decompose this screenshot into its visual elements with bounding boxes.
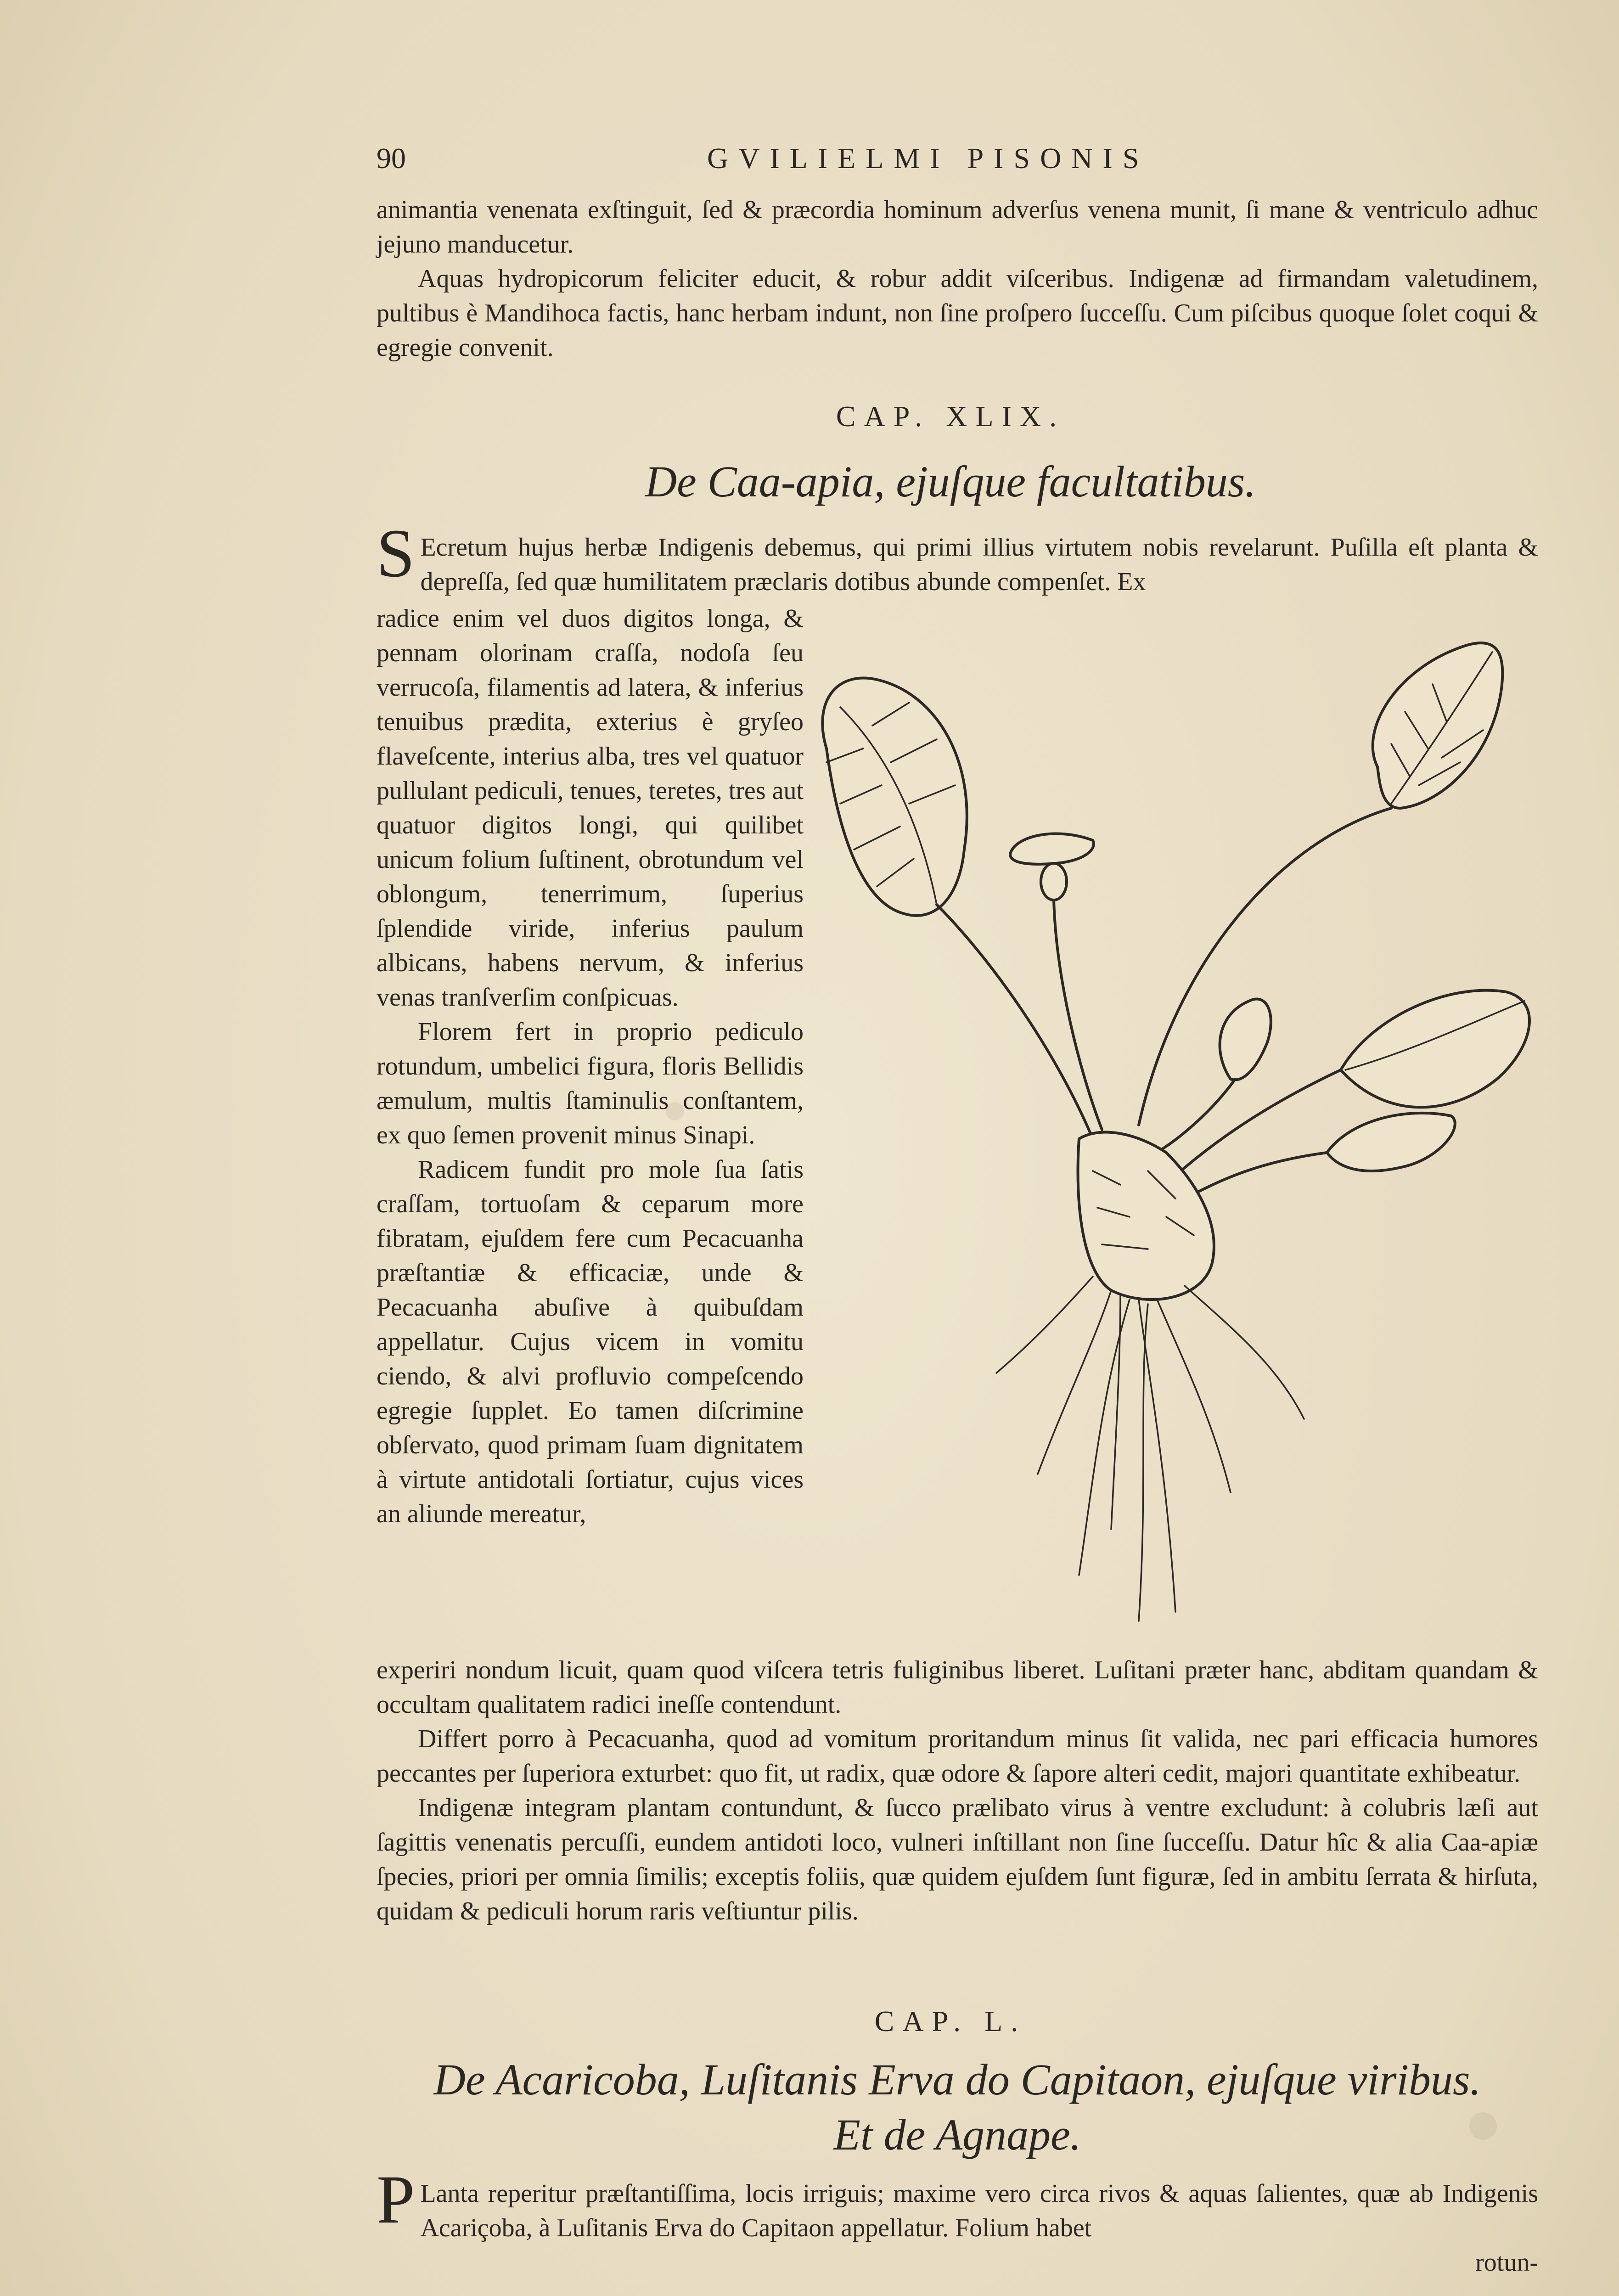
chapter-label: CAP. L. [874, 2005, 1027, 2037]
leaf-small-right [1327, 1113, 1455, 1171]
paragraph: Differt porro à Pecacuanha, quod ad vomitum proritandum minus ſit valida, nec pari efficacia humores peccantes per ſuperiora exturbet: quo fit, ut radix, quæ odore & ſapore alteri cedit, majori quantitate exhibeatur. [377, 1725, 1538, 1788]
flower-bulb [1041, 863, 1067, 900]
flower-umbel [1010, 834, 1094, 864]
stem-right [1175, 1070, 1341, 1176]
paragraph: radice enim vel duos digitos longa, & pennam olorinam craſſa, nodoſa ſeu verrucoſa, filamentis ad latera, & inferius tenuibus prædita, exterius è gryſeo flaveſcente, interius alba, tres vel quatuor pullulant pediculi, tenues, teretes, tres aut quatuor digitos longi, qui quilibet unicum folium ſuſtinent, obrotundum vel oblongum, tenerrimum, ſuperius ſplendide viride, inferius paulum albicans, habens nervum, & inferius venas tranſverſim conſpicuas. [377, 604, 804, 1012]
stem-bud [1148, 1079, 1235, 1157]
catchword: rotun- [1475, 2248, 1538, 2277]
chapter-label: CAP. XLIX. [836, 400, 1065, 433]
narrow-column [377, 602, 804, 1531]
page-number: 90 [377, 142, 406, 174]
chapter-body-bottom [377, 1653, 1538, 1929]
stem-small [1194, 1153, 1327, 1194]
running-head [377, 141, 1249, 183]
running-title: GVILIELMI PISONIS [707, 142, 1149, 174]
paragraph: animantia venenata exſtinguit, ſed & præcordia hominum adverſus venena munit, ſi mane & ventriculo adhuc jejuno manducetur. [377, 196, 1538, 259]
root-crown [1078, 1132, 1214, 1300]
woodcut-svg [799, 611, 1552, 1658]
intro-text: Ecretum hujus herbæ Indigenis debemus, qui primi illius virtutem nobis revelarunt. Puſilla eſt planta & depreſſa, ſed quæ humilitatem præclaris dotibus abunde compenſet. Ex [420, 533, 1538, 596]
plant-woodcut [799, 611, 1552, 1658]
paragraph: experiri nondum licuit, quam quod viſcera tetris fuliginibus liberet. Luſitani præter hanc, abditam quandam & occultam qualitatem radici ineſſe contendunt. [377, 1656, 1538, 1719]
drop-capital: S [377, 515, 415, 591]
chapter-intro [377, 2161, 1538, 2280]
chapter-intro [377, 515, 1538, 599]
root-fiber [1038, 1290, 1111, 1474]
paragraph: Aquas hydropicorum feliciter educit, & robur addit viſceribus. Indigenæ ad firmandam valetudinem, pultibus è Mandihoca factis, hanc herbam indunt, non ſine proſpero ſucceſſu. Cum piſcibus quoque ſolet coqui & egregie convenit. [377, 264, 1538, 362]
paragraph: Radicem fundit pro mole ſua ſatis craſſam, tortuoſam & ceparum more fibratam, ejuſdem fere cum Pecacuanha præſtantiæ & efficaciæ, unde & Pecacuanha abuſive à quibuſdam appellatur. Cujus vicem in vomitu ciendo, & alvi profluvio compeſcendo egregie ſupplet. Eo tamen diſcrimine obſervato, quod primam ſuam dignitatem à virtute antidotali ſortiatur, cujus vices an aliunde mereatur, [377, 1155, 804, 1528]
root-fiber [996, 1277, 1093, 1373]
drop-capital: P [377, 2161, 415, 2238]
root-fiber [1079, 1300, 1130, 1575]
chapter-title-line1: De Acaricoba, Luſitanis Erva do Capitaon, ejuſque viribus. [433, 2055, 1481, 2104]
chapter-title: De Caa-apia, ejuſque facultatibus. [645, 457, 1256, 506]
top-text [377, 193, 1538, 365]
stem-flower [1054, 900, 1102, 1130]
root-fiber [1185, 1286, 1304, 1419]
chapter-title-line2: Et de Agnape. [833, 2110, 1081, 2159]
root-fiber [1111, 1295, 1120, 1529]
leaf-left [822, 678, 967, 916]
leaf-right [1341, 990, 1529, 1108]
intro-text: Lanta reperitur præſtantiſſima, locis irriguis; maxime vero circa rivos & aquas ſalientes, quæ ab Indigenis Acariçoba, à Luſitanis Erva do Capitaon appellatur. Folium habet [420, 2179, 1538, 2242]
leaf-bud [1220, 999, 1271, 1080]
paragraph: Florem fert in proprio pediculo rotundum, umbelici figura, floris Bellidis æmulum, multis ſtaminulis conſtantem, ex quo ſemen provenit minus Sinapi. [377, 1018, 804, 1149]
root-fiber [1157, 1300, 1231, 1492]
paragraph: Indigenæ integram plantam contundunt, & ſucco prælibato virus à ventre excludunt: à colubris læſi aut ſagittis venenatis percuſſi, eundem antidoti loco, vulneri inſtillant non ſine ſucceſſu. Datur hîc & alia Caa-apiæ ſpecies, priori per omnia ſimilis; exceptis foliis, quæ quidem ejuſdem ſunt figuræ, ſed in ambitu ſerrata & hirſuta, quidam & pediculi horum raris veſtiuntur pilis. [377, 1794, 1538, 1925]
